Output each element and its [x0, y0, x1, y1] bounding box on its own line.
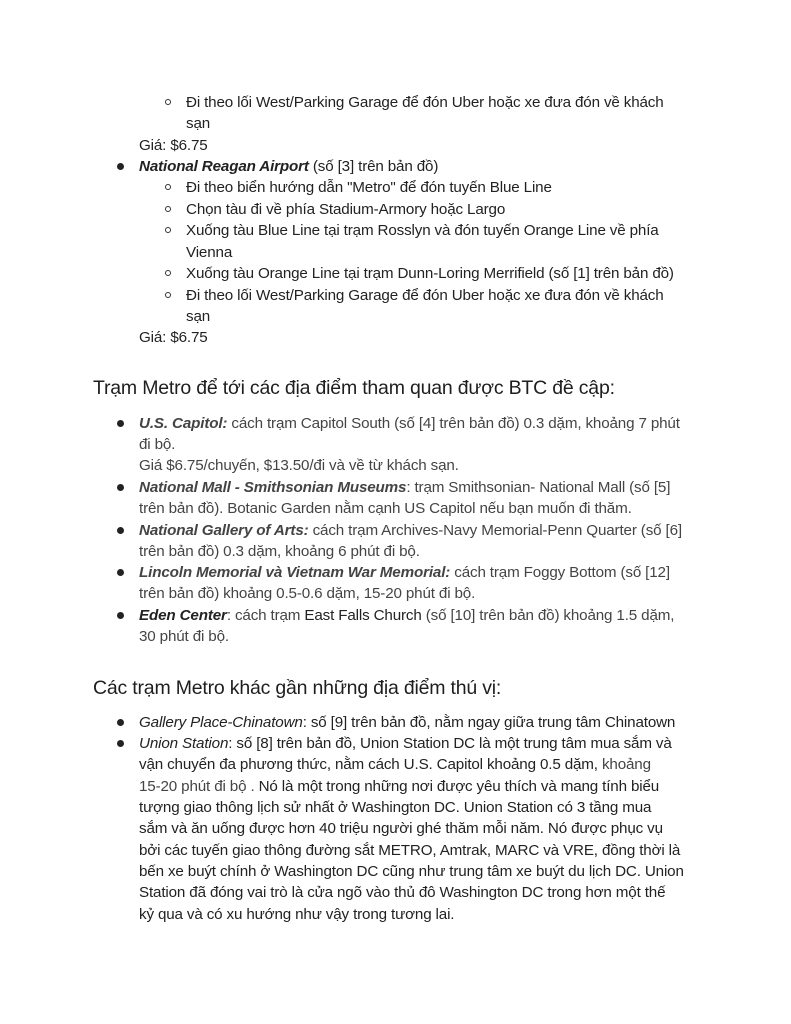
section-heading-attractions: Trạm Metro để tới các địa điểm tham quan được BTC đề cập:: [93, 377, 615, 399]
attraction-item: [139, 562, 670, 583]
bullet-icon: [117, 569, 124, 576]
attraction-price: Giá $6.75/chuyến, $13.50/đi và về từ khách sạn.: [139, 457, 459, 474]
step-item-continuation: Vienna: [186, 244, 233, 261]
station-text-continuation: [139, 776, 659, 797]
step-item: Xuống tàu Blue Line tại trạm Rosslyn và đón tuyến Orange Line về phía: [186, 222, 659, 239]
step-item: Đi theo lối West/Parking Garage để đón Uber hoặc xe đưa đón về khách: [186, 287, 664, 304]
station-name: Gallery Place-Chinatown: [139, 714, 303, 731]
station-text: vận chuyển đa phương thức, nằm cách U.S. Capitol khoảng 0.5 dặm,: [139, 756, 602, 773]
bullet-icon: [117, 612, 124, 619]
station-item: [139, 733, 672, 754]
attraction-text-continuation: trên bản đồ) khoảng 0.5-0.6 dặm, 15-20 phút đi bộ.: [139, 585, 476, 602]
attraction-text: cách trạm Capitol South (số [4] trên bản đồ) 0.3 dặm, khoảng 7 phút: [227, 415, 680, 432]
list-item-airport: [139, 156, 438, 177]
station-text: Nó là một trong những nơi được yêu thích và mang tính biểu: [254, 778, 660, 795]
attraction-item: [139, 477, 670, 498]
bullet-icon: [117, 719, 124, 726]
station-text-continuation: bởi các tuyến giao thông đường sắt METRO, Amtrak, MARC và VRE, đồng thời là: [139, 842, 681, 859]
station-text-continuation: tượng giao thông lịch sử nhất ở Washington DC. Union Station có 3 tầng mua: [139, 799, 652, 816]
sub-bullet-icon: [165, 206, 171, 212]
station-item: [139, 712, 675, 733]
attraction-item: [139, 605, 674, 626]
attraction-text: (số [10] trên bản đồ) khoảng 1.5 dặm,: [421, 607, 675, 624]
station-text-continuation: bến xe buýt chính ở Washington DC cũng như trung tâm xe buýt du lịch DC. Union: [139, 863, 684, 880]
step-item: Đi theo biển hướng dẫn "Metro" để đón tuyến Blue Line: [186, 179, 552, 196]
sub-bullet-icon: [165, 292, 171, 298]
station-text-continuation: kỷ qua và có xu hướng như vậy trong tương lai.: [139, 906, 455, 923]
station-name: Union Station: [139, 735, 229, 752]
station-text-gray: khoảng: [601, 756, 651, 773]
attraction-text-continuation: đi bộ.: [139, 436, 176, 453]
bullet-icon: [117, 740, 124, 747]
attraction-name: Lincoln Memorial và Vietnam War Memorial:: [139, 564, 451, 581]
station-name: East Falls Church: [304, 607, 422, 624]
station-text-gray: 15-20 phút đi bộ .: [139, 778, 255, 795]
section-heading-other-stations: Các trạm Metro khác gần những địa điểm thú vị:: [93, 677, 502, 699]
attraction-text: : cách trạm: [226, 607, 305, 624]
station-text-continuation: [139, 754, 651, 775]
attraction-text: cách trạm Archives-Navy Memorial-Penn Quarter (số [6]: [308, 522, 682, 539]
station-text-continuation: sắm và ăn uống được hơn 40 triệu người ghé thăm mỗi năm. Nó được phục vụ: [139, 820, 663, 837]
bullet-icon: [117, 484, 124, 491]
sub-bullet-icon: [165, 184, 171, 190]
attraction-text-continuation: trên bản đồ). Botanic Garden nằm cạnh US Capitol nếu bạn muốn đi thăm.: [139, 500, 632, 517]
attraction-name: National Mall - Smithsonian Museums: [139, 479, 407, 496]
bullet-icon: [117, 420, 124, 427]
step-item-continuation: sạn: [186, 308, 211, 325]
step-item: Chọn tàu đi về phía Stadium-Armory hoặc Largo: [186, 201, 506, 218]
attraction-text-continuation: trên bản đồ) 0.3 dặm, khoảng 6 phút đi bộ.: [139, 543, 420, 560]
price-text: Giá: $6.75: [139, 329, 208, 346]
step-item: Xuống tàu Orange Line tại trạm Dunn-Loring Merrifield (số [1] trên bản đồ): [186, 265, 674, 282]
attraction-item: [139, 520, 682, 541]
attraction-name: U.S. Capitol:: [139, 415, 228, 432]
attraction-text: cách trạm Foggy Bottom (số [12]: [450, 564, 670, 581]
sub-bullet-icon: [165, 99, 171, 105]
attraction-text: : trạm Smithsonian- National Mall (số [5]: [406, 479, 671, 496]
bullet-icon: [117, 163, 124, 170]
airport-name: National Reagan Airport: [139, 158, 309, 175]
price-text: Giá: $6.75: [139, 137, 208, 154]
attraction-name: National Gallery of Arts:: [139, 522, 309, 539]
attraction-name: Eden Center: [139, 607, 227, 624]
list-item: Đi theo lối West/Parking Garage để đón Uber hoặc xe đưa đón về khách: [186, 94, 664, 111]
attraction-item: [139, 413, 680, 434]
station-text: : số [9] trên bản đồ, nằm ngay giữa trung tâm Chinatown: [302, 714, 676, 731]
list-item-continuation: sạn: [186, 115, 211, 132]
sub-bullet-icon: [165, 227, 171, 233]
sub-bullet-icon: [165, 270, 171, 276]
bullet-icon: [117, 527, 124, 534]
airport-note: (số [3] trên bản đồ): [308, 158, 439, 175]
station-text: : số [8] trên bản đồ, Union Station DC là một trung tâm mua sắm và: [228, 735, 672, 752]
attraction-text-continuation: 30 phút đi bộ.: [139, 628, 229, 645]
station-text-continuation: Station đã đóng vai trò là cửa ngõ vào thủ đô Washington DC trong hơn một thế: [139, 884, 666, 901]
